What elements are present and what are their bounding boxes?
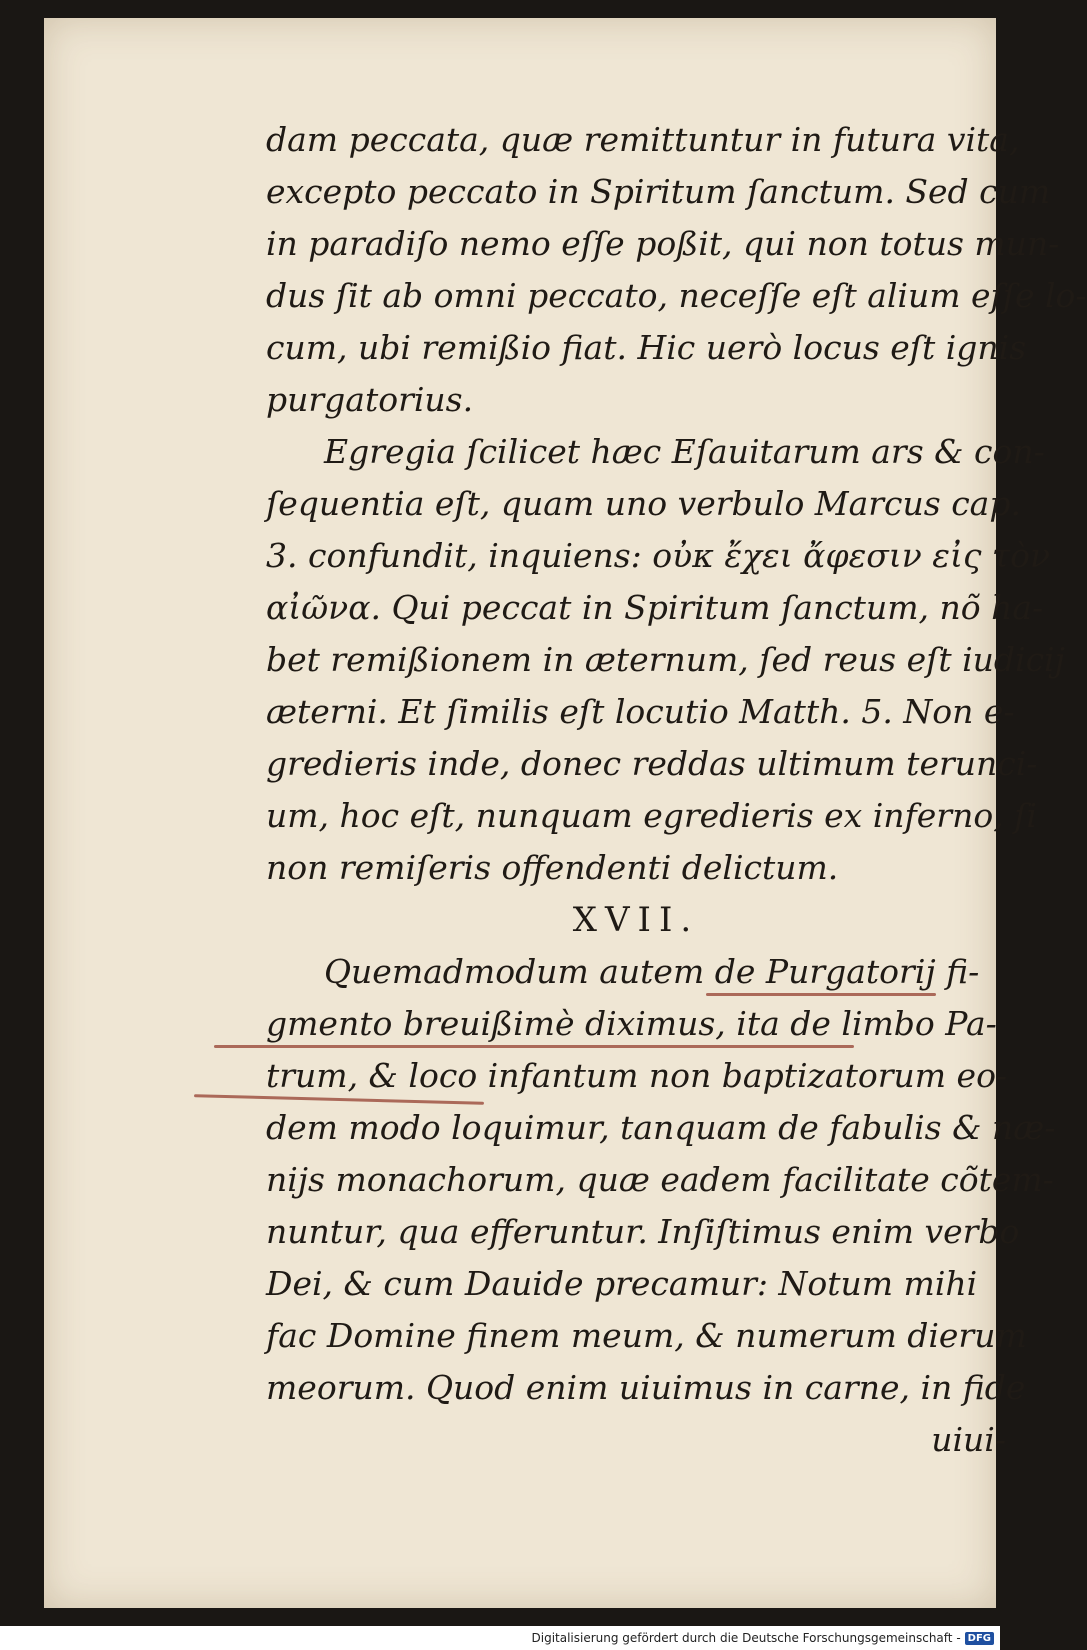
dfg-logo: DFG [965,1632,994,1645]
digitization-footer [0,1626,1000,1650]
text-line: nuntur, qua efferuntur. Inſiſtimus enim verbo [266,1212,1020,1251]
text-line: excepto peccato in Spiritum ſanctum. Sed cum [266,172,1051,211]
handwritten-underline [214,1045,854,1048]
text-line: ſequentia eſt, quam uno verbulo Marcus cap. [266,484,1021,523]
text-line: fac Domine finem meum, & numerum dierum [266,1316,1027,1355]
text-line: in paradiſo nemo eſſe poßit, qui non totus mun- [266,224,1060,263]
text-line: purgatorius. [266,380,474,419]
text-line: gmento breuißimè diximus, ita de limbo Pa- [266,1004,997,1043]
footer-text: Digitalisierung gefördert durch die Deutsche Forschungsgemeinschaft - [531,1631,961,1645]
text-line: æterni. Et ſimilis eſt locutio Matth. 5. Non e- [266,692,1015,731]
text-line: dus ſit ab omni peccato, neceſſe eſt alium eſſe lo- [266,276,1087,315]
text-line: αἰῶνα. Qui peccat in Spiritum ſanctum, nõ ha- [266,588,1044,627]
handwritten-underline [706,993,936,996]
text-line: dam peccata, quæ remittuntur in futura vita, [266,120,1020,159]
text-line: Dei, & cum Dauide precamur: Notum mihi [266,1264,978,1303]
book-page [44,18,1087,1608]
section-heading: XVII. [572,900,700,940]
text-line: dem modo loquimur, tanquam de fabulis & næ- [266,1108,1056,1147]
text-line: um, hoc eſt, nunquam egredieris ex inferno, ſi [266,796,1037,835]
catchword: uiui- [931,1420,1006,1459]
text-block [266,114,1087,1466]
text-line: trum, & loco infantum non baptizatorum eo- [266,1056,1008,1095]
text-line: Quemadmodum autem de Purgatorij fi- [324,952,980,991]
text-line: Egregia ſcilicet hæc Eſauitarum ars & con- [324,432,1045,471]
text-line: 3. confundit, inquiens: οὐκ ἔχει ἄφεσιν εἰς τὸν [266,536,1051,575]
text-line: cum, ubi remißio fiat. Hic uerò locus eſt ignis [266,328,1027,367]
text-line: nijs monachorum, quæ eadem facilitate cõtem- [266,1160,1054,1199]
text-line: gredieris inde, donec reddas ultimum terunci- [266,744,1038,783]
text-line: bet remißionem in æternum, ſed reus eſt iudicij [266,640,1065,679]
text-line: meorum. Quod enim uiuimus in carne, in fide [266,1368,1026,1407]
text-line: non remiſeris offendenti delictum. [266,848,839,887]
